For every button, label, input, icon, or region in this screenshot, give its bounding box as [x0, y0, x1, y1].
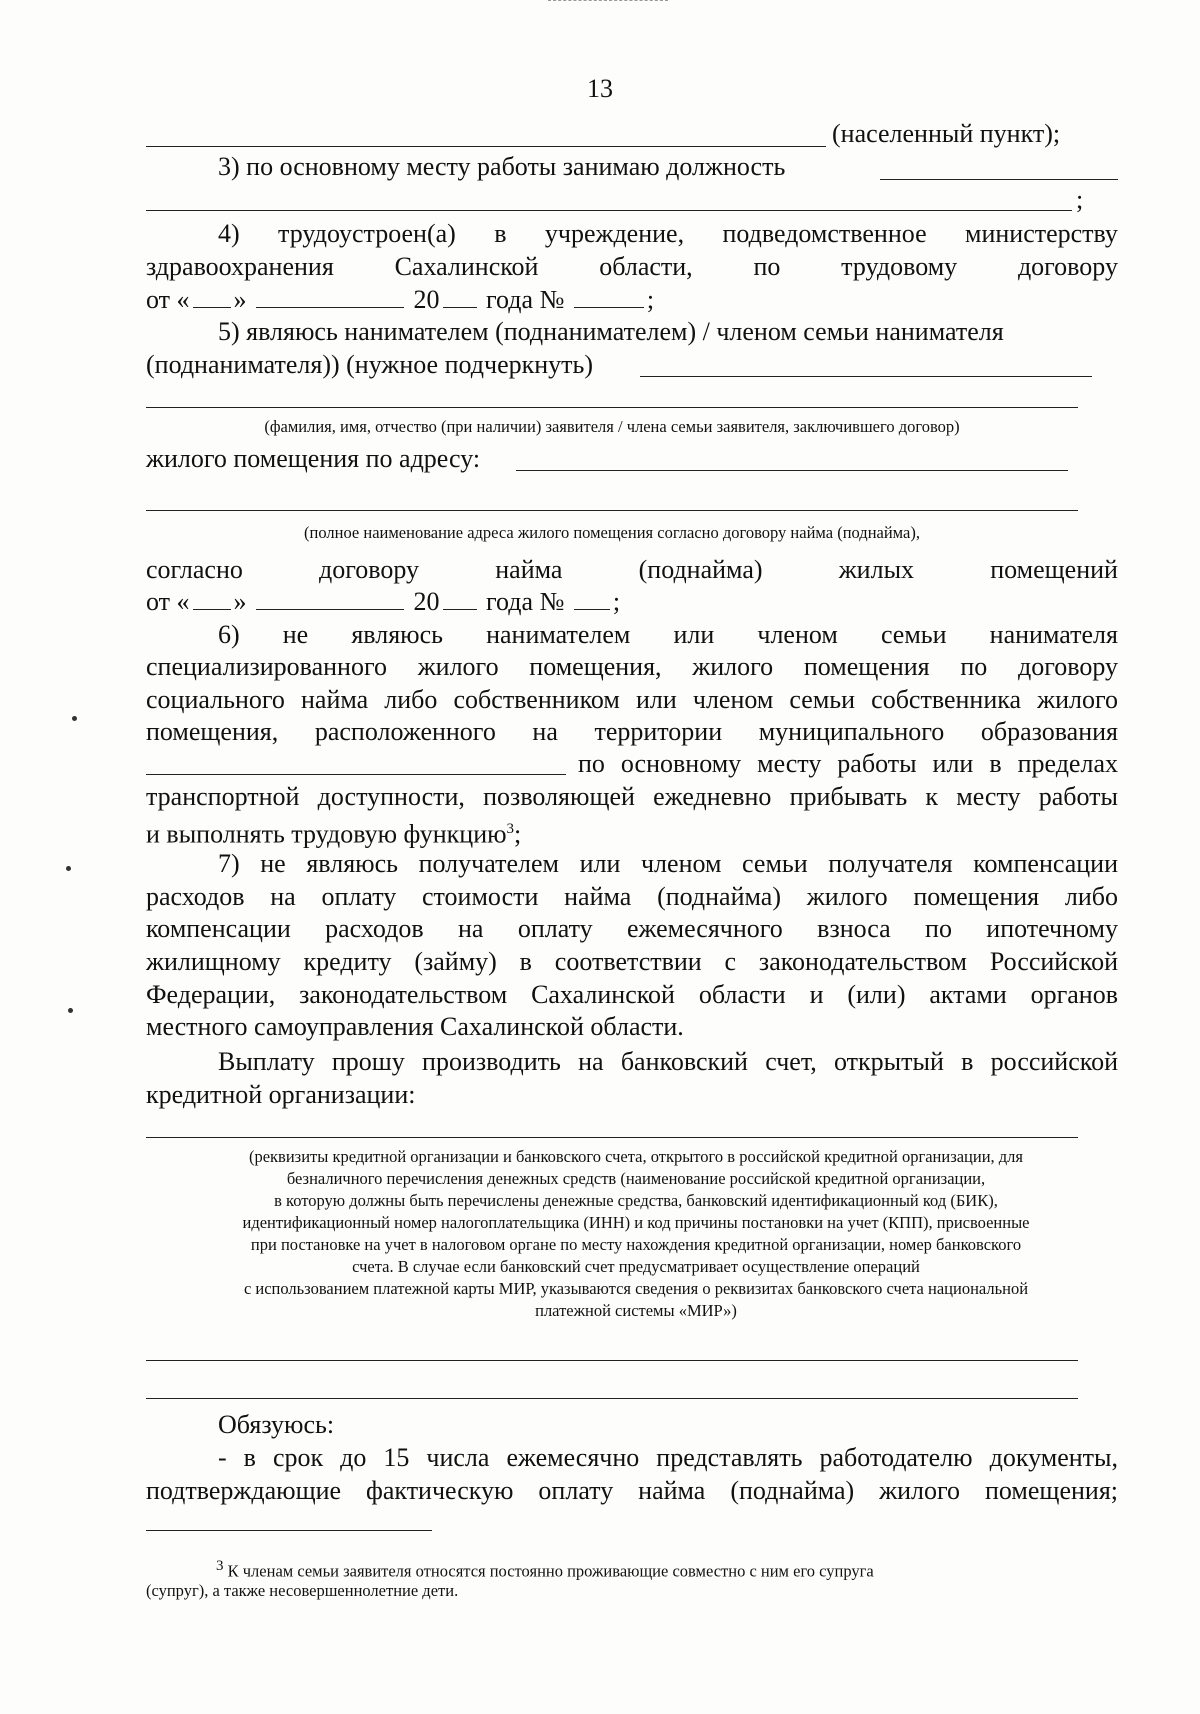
bank-details-blank-3: [146, 1398, 1078, 1399]
date-quote: »: [233, 587, 247, 616]
month-blank: [256, 585, 404, 610]
number-blank: [574, 585, 610, 610]
item6-line6: транспортной доступности, позволяющей ежедневно прибывать к месту работы: [146, 782, 1118, 811]
word: учреждение,: [544, 219, 685, 248]
item5-line3: жилого помещения по адресу:: [146, 444, 481, 473]
date-prefix: от «: [146, 285, 190, 314]
item3-end: ;: [1076, 185, 1084, 214]
word: помещений: [990, 555, 1118, 584]
item5-line2: (поднанимателя)) (нужное подчеркнуть): [146, 350, 594, 379]
item7-line1: 7) не являюсь получателем или членом семьи получателя компенсации: [218, 849, 1118, 878]
caption-line: (реквизиты кредитной организации и банковского счета, открытого в российской кредитной организации, для: [248, 1147, 1024, 1166]
item7-line2: расходов на оплату стоимости найма (поднайма) жилого помещения либо: [146, 882, 1118, 911]
item5-line4: [146, 554, 1118, 586]
year-blank: [443, 283, 477, 308]
item6-line2: специализированного жилого помещения, жилого помещения по договору: [146, 652, 1118, 681]
bank-details-caption: [146, 1146, 1126, 1322]
word: трудовому: [841, 252, 958, 281]
word: договору: [1017, 252, 1118, 281]
word: согласно: [146, 555, 243, 584]
scan-speck: [66, 866, 71, 871]
word: семьи: [880, 620, 947, 649]
address-blank: [516, 470, 1068, 471]
payment-line1: Выплату прошу производить на банковский счет, открытый в российской: [218, 1047, 1118, 1076]
position-blank-2: [146, 210, 1072, 211]
caption-line: при постановке на учет в налоговом органе по месту нахождения кредитной организации, номер банковского: [250, 1235, 1022, 1254]
word: не: [282, 620, 309, 649]
municipality-blank: [146, 774, 566, 775]
word: 4): [218, 219, 240, 248]
word: 6): [218, 620, 240, 649]
word: (поднайма): [638, 555, 763, 584]
scan-edge-mark: [548, 0, 668, 1]
footnote-line2: (супруг), а также несовершеннолетние дети.: [146, 1581, 459, 1600]
caption-line: с использованием платежной карты МИР, указываются сведения о реквизитах банковского счета национальной: [243, 1279, 1029, 1298]
line-end: ;: [646, 285, 655, 314]
item6-line7: [146, 813, 521, 851]
line-end: ;: [514, 819, 522, 849]
day-blank: [193, 283, 231, 308]
item6-line3: социального найма либо собственником или членом семьи собственника жилого: [146, 685, 1118, 714]
year-blank: [443, 585, 477, 610]
item6-line4: помещения, расположенного на территории муниципального образования: [146, 717, 1118, 746]
word: Сахалинской: [394, 252, 539, 281]
footnote-mark: 3: [216, 1558, 224, 1574]
item4-contract-date: [146, 283, 654, 316]
caption-line: безналичного перечисления денежных средств (наименование российской кредитной организации,: [286, 1169, 986, 1188]
page-number: 13: [587, 74, 613, 103]
item7-line3: компенсации расходов на оплату ежемесячного взноса по ипотечному: [146, 914, 1118, 943]
footnote-ref: 3: [506, 821, 515, 837]
item7-line5: Федерации, законодательством Сахалинской области и (или) актами органов: [146, 980, 1118, 1009]
item4-line1: [218, 218, 1118, 250]
word: жилых: [838, 555, 915, 584]
word: подведомственное: [722, 219, 927, 248]
word: найма: [495, 555, 563, 584]
address-blank-2: [146, 510, 1078, 511]
word: министерству: [965, 219, 1118, 248]
number-label: года №: [486, 285, 565, 314]
word: или: [673, 620, 715, 649]
payment-line2: кредитной организации:: [146, 1080, 416, 1109]
item4-line2: [146, 251, 1118, 283]
item5-contract-date: [146, 585, 620, 618]
obligations-heading: Обязуюсь:: [218, 1410, 335, 1439]
item7-line4: жилищному кредиту (займу) в соответствии с законодательством Российской: [146, 947, 1118, 976]
item6-line1: [218, 619, 1118, 651]
tenant-blank-2: [146, 407, 1078, 408]
scan-speck: [72, 716, 77, 721]
settlement-blank: [146, 146, 826, 147]
footnote-text: К членам семьи заявителя относятся постоянно проживающие совместно с ним его супруга: [223, 1561, 874, 1581]
item3-text: 3) по основному месту работы занимаю должность: [218, 152, 786, 181]
date-prefix: от «: [146, 587, 190, 616]
tenant-caption: (фамилия, имя, отчество (при наличии) заявителя / члена семьи заявителя, заключившего договор): [264, 417, 960, 436]
obligations-line2: подтверждающие фактическую оплату найма (поднайма) жилого помещения;: [146, 1476, 1118, 1505]
word: области,: [599, 252, 693, 281]
obligations-line1: - в срок до 15 числа ежемесячно представлять работодателю документы,: [218, 1443, 1118, 1472]
word: договору: [319, 555, 420, 584]
day-blank: [193, 585, 231, 610]
year-prefix: 20: [413, 285, 440, 314]
word: по: [753, 252, 781, 281]
scan-speck: [68, 1008, 73, 1013]
word: нанимателем: [486, 620, 631, 649]
item5-line1: 5) являюсь нанимателем (поднанимателем) / членом семьи нанимателя: [218, 317, 1004, 346]
word: здравоохранения: [146, 252, 334, 281]
word: нанимателя: [989, 620, 1118, 649]
word: членом: [757, 620, 838, 649]
caption-line: идентификационный номер налогоплательщика (ИНН) и код причины постановки на учет (КПП), присвоенные: [242, 1213, 1030, 1232]
bank-details-blank-2: [146, 1360, 1078, 1361]
word: являюсь: [351, 620, 443, 649]
number-label: года №: [486, 587, 565, 616]
line-text: и выполнять трудовую функцию: [146, 819, 507, 849]
item6-line5: по основному месту работы или в пределах: [578, 749, 1118, 778]
tenant-blank: [640, 376, 1092, 377]
caption-line: счета. В случае если банковский счет предусматривает осуществление операций: [352, 1257, 920, 1276]
month-blank: [256, 283, 404, 308]
footnote-separator: [146, 1530, 432, 1531]
footnote-line1: [216, 1555, 874, 1583]
word: трудоустроен(а): [278, 219, 456, 248]
caption-line: в которую должны быть перечислены денежные средства, банковский идентификационный код (БИК),: [274, 1191, 998, 1210]
year-prefix: 20: [413, 587, 440, 616]
bank-details-blank: [146, 1137, 1078, 1138]
number-blank: [574, 283, 644, 308]
item7-line6: местного самоуправления Сахалинской области.: [146, 1012, 684, 1041]
date-quote: »: [233, 285, 247, 314]
settlement-label: (населенный пункт);: [832, 119, 1061, 148]
line-end: ;: [612, 587, 621, 616]
caption-line: платежной системы «МИР»): [535, 1301, 737, 1320]
address-caption: (полное наименование адреса жилого помещения согласно договору найма (поднайма),: [304, 523, 920, 542]
word: в: [494, 219, 507, 248]
position-blank: [880, 179, 1118, 180]
